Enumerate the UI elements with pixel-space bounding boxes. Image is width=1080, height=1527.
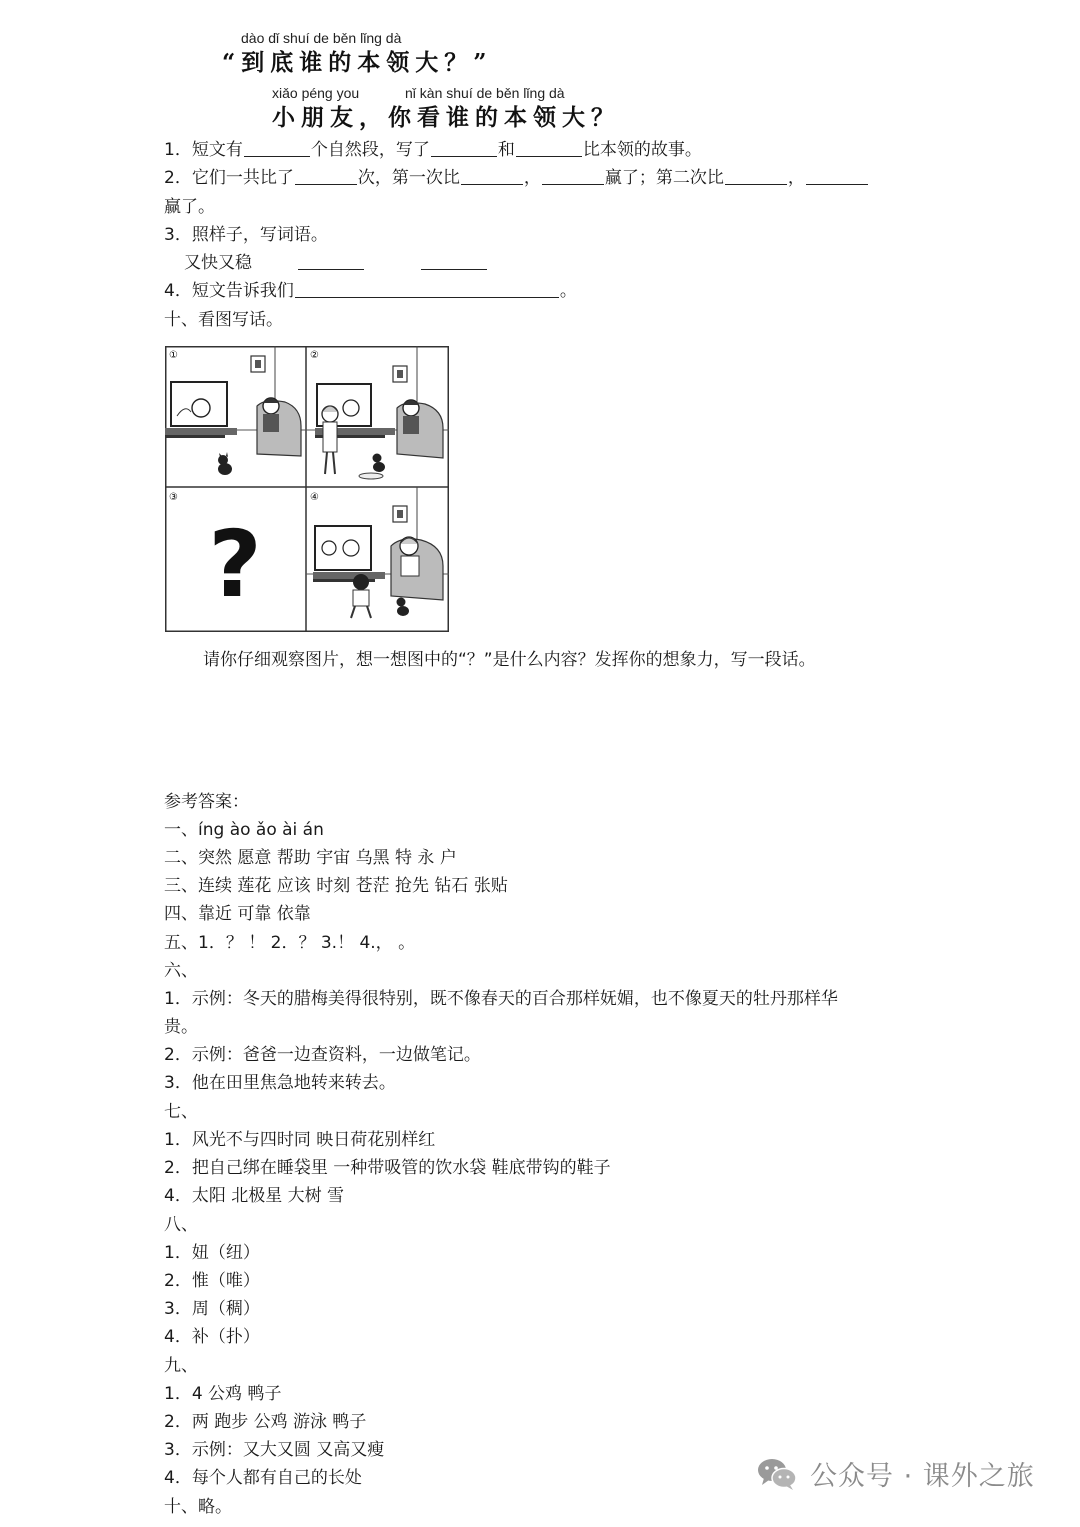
answer-blank[interactable]	[806, 166, 868, 185]
answer-line: 十、略。	[164, 1497, 232, 1517]
answer-line: 贵。	[164, 1017, 198, 1037]
question-3: 3．照样子，写词语。	[164, 225, 328, 245]
question-3-example: 又快又稳	[184, 249, 488, 277]
writing-prompt: 请你仔细观察图片，想一想图中的“？”是什么内容？发挥你的想象力，写一段话。	[203, 650, 816, 670]
question-mark: ?	[208, 511, 262, 618]
answer-key-heading: 参考答案：	[164, 792, 249, 812]
question-4: 4．短文告诉我们 。	[164, 281, 577, 301]
answer-blank[interactable]	[421, 251, 487, 270]
answer-line: 九、	[164, 1356, 198, 1376]
panel-label: ①	[169, 350, 178, 361]
section-heading-10: 十、看图写话。	[164, 310, 283, 330]
picture-story-illustration	[165, 346, 449, 632]
answer-line: 五、1．？ ！ 2．？ 3.！ 4.， 。	[164, 933, 416, 953]
answer-blank[interactable]	[516, 138, 582, 157]
answer-blank[interactable]	[295, 279, 559, 298]
answer-line: 1．风光不与四时同 映日荷花别样红	[164, 1130, 436, 1150]
panel-label: ④	[310, 492, 319, 503]
answer-blank[interactable]	[431, 138, 497, 157]
answer-line: 六、	[164, 961, 198, 981]
answer-line: 1．4 公鸡 鸭子	[164, 1384, 282, 1404]
answer-line: 二、突然 愿意 帮助 宇宙 乌黑 特 永 户	[164, 848, 457, 868]
panel-label: ②	[310, 350, 319, 361]
passage-title: “到底谁的本领大？”	[222, 49, 493, 76]
answer-line: 一、íng ào ǎo ài án	[164, 820, 324, 840]
panel-label: ③	[169, 492, 178, 503]
question-2: 2．它们一共比了 次，第一次比 ， 赢了；第二次比 ，	[164, 164, 869, 192]
answer-line: 2．把自己绑在睡袋里 一种带吸管的饮水袋 鞋底带钩的鞋子	[164, 1158, 611, 1178]
answer-line: 2．两 跑步 公鸡 游泳 鸭子	[164, 1412, 367, 1432]
answer-line: 4．补（扑）	[164, 1327, 260, 1347]
subtitle-pinyin-left: xiǎo péng you	[272, 85, 360, 101]
answer-line: 1．妞（纽）	[164, 1243, 260, 1263]
child-figure	[353, 574, 369, 590]
answer-blank[interactable]	[542, 166, 604, 185]
watermark	[756, 1454, 1035, 1493]
answer-line: 3．示例：又大又圆 又高又瘦	[164, 1440, 385, 1460]
answer-line: 4．每个人都有自己的长处	[164, 1468, 362, 1488]
answer-line: 1．示例：冬天的腊梅美得很特别，既不像春天的百合那样妩媚，也不像夏天的牡丹那样华	[164, 989, 838, 1009]
answer-line: 3．周（稠）	[164, 1299, 260, 1319]
answer-line: 2．示例：爸爸一边查资料，一边做笔记。	[164, 1045, 481, 1065]
cat	[397, 598, 406, 607]
watermark-text: 公众号 · 课外之旅	[810, 1461, 1035, 1492]
answer-blank[interactable]	[244, 138, 310, 157]
answer-blank[interactable]	[725, 166, 787, 185]
answer-line: 3．他在田里焦急地转来转去。	[164, 1073, 396, 1093]
answer-line: 八、	[164, 1215, 198, 1235]
question-2-cont: 赢了。	[164, 197, 215, 217]
cat	[373, 454, 382, 463]
question-1: 1．短文有 个自然段，写了 和 比本领的故事。	[164, 140, 702, 160]
answer-blank[interactable]	[295, 166, 357, 185]
subtitle-pinyin-right: nǐ kàn shuí de běn lǐng dà	[405, 85, 565, 101]
answer-blank[interactable]	[461, 166, 523, 185]
answer-line: 四、靠近 可靠 依靠	[164, 904, 311, 924]
passage-subtitle: 小朋友，你看谁的本领大？	[272, 104, 620, 131]
answer-line: 4．太阳 北极星 大树 雪	[164, 1186, 345, 1206]
answer-line: 2．惟（唯）	[164, 1271, 260, 1291]
cat-bowl	[359, 473, 383, 479]
answer-line: 七、	[164, 1102, 198, 1122]
answer-line: 三、连续 莲花 应该 时刻 苍茫 抢先 钻石 张贴	[164, 876, 508, 896]
title-pinyin-1: dào dǐ shuí de běn lǐng dà	[241, 30, 402, 46]
answer-blank[interactable]	[298, 251, 364, 270]
wechat-icon	[756, 1456, 798, 1492]
